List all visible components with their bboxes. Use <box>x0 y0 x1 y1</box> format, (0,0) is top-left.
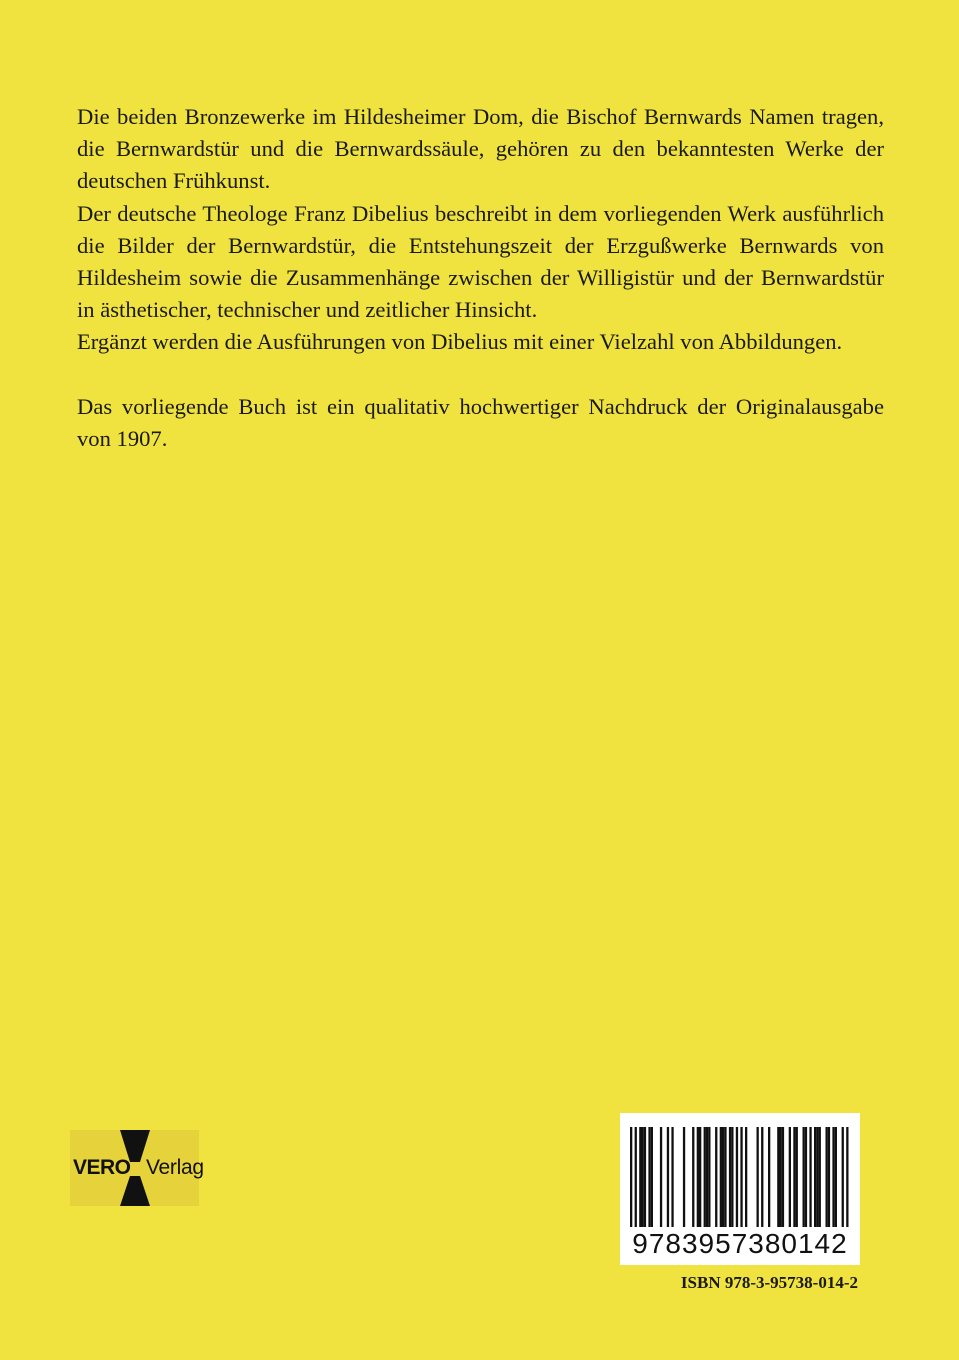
blurb-paragraph-3: Ergänzt werden die Ausführungen von Dibelius mit einer Vielzahl von Abbildungen. <box>77 329 843 355</box>
barcode-bar <box>780 1127 782 1227</box>
barcode-bar <box>651 1127 653 1227</box>
barcode-bar <box>635 1127 637 1227</box>
barcode-bar <box>697 1127 699 1227</box>
barcode-bar <box>816 1127 818 1227</box>
barcode-bar <box>731 1127 733 1227</box>
barcode-bar <box>793 1127 795 1227</box>
barcode-bar <box>667 1127 669 1227</box>
barcode-bar <box>809 1127 811 1227</box>
barcode-bar <box>736 1127 738 1227</box>
barcode-bar <box>846 1127 848 1227</box>
barcode-bar <box>826 1127 828 1227</box>
barcode-bar <box>648 1127 650 1227</box>
barcode-bar <box>715 1127 717 1227</box>
barcode-bar <box>757 1127 759 1227</box>
barcode-bar <box>835 1127 837 1227</box>
barcode-bar <box>729 1127 731 1227</box>
barcode-bar <box>644 1127 646 1227</box>
barcode-bar <box>803 1127 805 1227</box>
barcode-bar <box>805 1127 807 1227</box>
barcode-bar <box>777 1127 779 1227</box>
blurb-paragraph-1: Die beiden Bronzewerke im Hildesheimer Dom, die Bischof Bernwards Namen tragen, die Bernwardstür und die Bernwardssäule, gehören zu den bekanntesten Werke der deutschen Frühkunst. <box>77 104 884 194</box>
isbn-label: ISBN 978-3-95738-014-2 <box>680 1273 858 1292</box>
barcode-digits: 9783957380142 <box>632 1228 848 1259</box>
barcode-bar <box>740 1127 742 1227</box>
barcode-bar <box>639 1127 641 1227</box>
barcode-bar <box>745 1127 747 1227</box>
barcode-bar <box>706 1127 708 1227</box>
barcode-bar <box>708 1127 710 1227</box>
barcode-bar <box>768 1127 770 1227</box>
barcode-bar <box>724 1127 726 1227</box>
barcode-bar <box>782 1127 784 1227</box>
barcode-bar <box>699 1127 701 1227</box>
barcode-bar <box>832 1127 834 1227</box>
barcode-bar <box>789 1127 791 1227</box>
barcode-bar <box>660 1127 662 1227</box>
publisher-suffix: Verlag <box>146 1156 204 1179</box>
barcode-bar <box>761 1127 763 1227</box>
back-cover-blurb <box>77 101 884 455</box>
barcode-bar <box>796 1127 798 1227</box>
barcode-bar <box>683 1127 685 1227</box>
barcode <box>620 1113 860 1265</box>
barcode-bar <box>642 1127 644 1227</box>
publisher-name: VERO <box>73 1156 131 1179</box>
barcode-bar <box>692 1127 694 1227</box>
barcode-bar <box>671 1127 673 1227</box>
barcode-bar <box>814 1127 816 1227</box>
publisher-logo <box>70 1130 204 1206</box>
barcode-bar <box>704 1127 706 1227</box>
blurb-paragraph-2: Der deutsche Theologe Franz Dibelius beschreibt in dem vorliegenden Werk ausführlich die Bilder der Bernwardstür, die Entstehungszeit der Erzgußwerke Bernwards von Hildesheim sowie die Zusammenhänge zwischen der Willigistür und der Bernwardstür in ästhetischer, technischer und zeitlicher Hinsicht. <box>77 200 884 323</box>
barcode-bar <box>630 1127 632 1227</box>
barcode-bar <box>842 1127 844 1227</box>
blurb-paragraph-4: Das vorliegende Buch ist ein qualitativ hochwertiger Nachdruck der Originalausgabe von 1907. <box>77 393 884 451</box>
barcode-bar <box>722 1127 724 1227</box>
barcode-bar <box>819 1127 821 1227</box>
barcode-bar <box>828 1127 830 1227</box>
barcode-bar <box>720 1127 722 1227</box>
